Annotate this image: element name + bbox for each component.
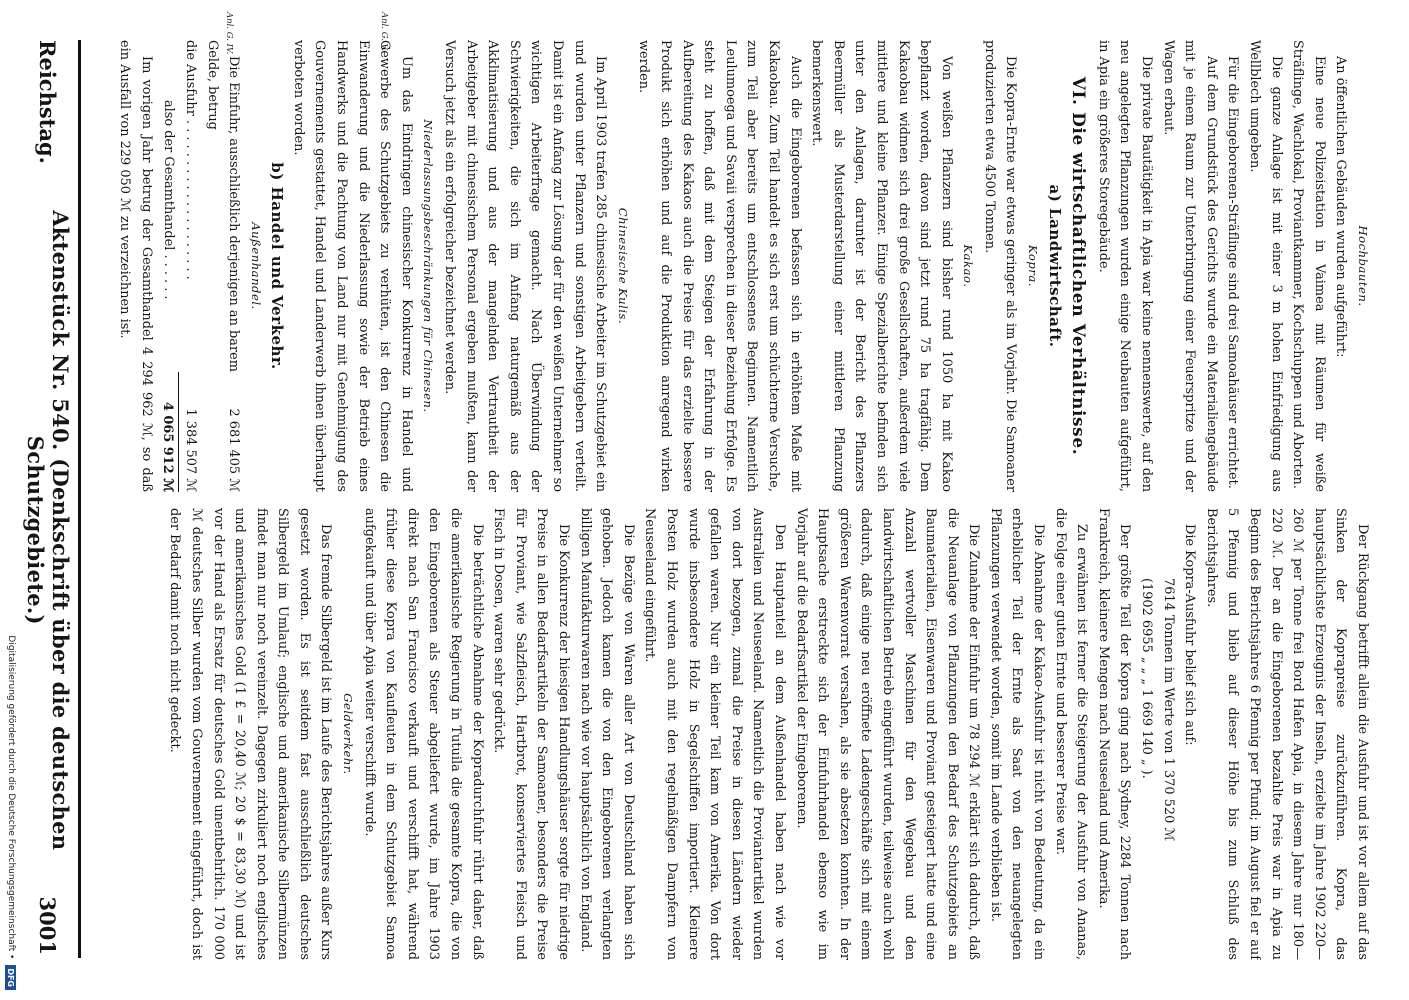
header-left: Reichstag. bbox=[35, 40, 61, 164]
paragraph: Die Konkurrenz der hiesigen Handlungshäuser sorgte für niedrige Preise in allen Bedarfsartikeln der Samoaner, besonders die Preise für Proviant, wie Salzfleisch, Hartbrot, konserviertes Fleisch und Fisch in Dosen, waren sehr gedrückt. bbox=[491, 508, 572, 960]
heading-kakao: Kakao. bbox=[961, 244, 976, 288]
paragraph: Von weißen Pflanzern sind bisher rund 1050 ha mit Kakao bepflanzt worden, davon sind jetzt rund 75 ha tragfähig. Dem Kakaobau widmen sich drei große Gesellschaften, außerdem viele mittlere und kleine Pflanzer. Einige Spezialberichte befinden sich unter den Anlagen, darunter ist der Bericht des Pflanzers Beermüller als Musterdarstellung einer mittleren Pflanzung bemerkenswert. bbox=[809, 40, 954, 492]
paragraph: Der größte Teil der Kopra ging nach Sydney, 2284 Tonnen nach Frankreich, kleinere Mengen nach Neuseeland und Amerika. bbox=[1095, 508, 1133, 960]
gesamt-label: also der Gesamthandel . . . . . . bbox=[161, 100, 177, 300]
ausfuhr-value: 1 384 507 ℳ bbox=[182, 408, 198, 492]
heading-kopra: Kopra. bbox=[1026, 245, 1041, 287]
paragraph: Im April 1903 trafen 285 chinesische Arbeiter im Schutzgebiet ein und wurden unter Pflanzern und sonstigen Arbeitgebern verteilt. Damit ist ein Anfang zur Lösung der für den weißen Unternehmer so wichtigen Arbeiterfrage gemacht. Nach Überwindung der Schwierigkeiten, die sich im Anfang naturgemäß aus der Akklimatisierung und aus der mangelnden Vertrautheit der Arbeitgeber mit chinesischem Personal ergeben mußten, kann der Versuch jetzt als ein erfolgreicher bezeichnet werden. bbox=[442, 40, 609, 492]
paragraph: Den Hauptanteil an dem Außenhandel haben nach wie vor Australien und Neuseeland. Namentlich die Proviantartikel wurden von dort bezogen, zumal die Preise in diesen Ländern wieder gefallen waren. Nur ein kleiner Teil kam von Amerika. Von dort wurde insbesondere Holz in Segelschiffen importiert. Kleinere Posten Holz wurden auch mit den regelmäßigen Dampfern von Neuseeland eingeführt. bbox=[642, 508, 787, 960]
heading-geldverkehr: Geldverkehr. bbox=[341, 693, 356, 775]
paragraph: An öffentlichen Gebäuden wurden aufgeführt: bbox=[1333, 56, 1349, 358]
paragraph: Um das Eindringen chinesischer Konkurrenz in Handel und Gewerbe des Schutzgebiets zu verhüten, ist den Chinesen die Einwanderung und die Niederlassung sowie der Betrieb eines Handwerks und die Pachtung von Land nur mit Genehmigung des Gouvernements gestattet, Handel und Landerwerb ihnen überhaupt verboten worden. bbox=[290, 40, 414, 492]
digitization-footer bbox=[3, 0, 19, 1000]
header-title: Aktenstück Nr. 540. (Denkschrift über die deutschen Schutzgebiete.) bbox=[23, 210, 73, 851]
section-title-wirtschaft: VI. Die wirtschaftlichen Verhältnisse. bbox=[1068, 76, 1089, 456]
paragraph: Die Zunahme der Einfuhr um 78 294 ℳ erklärt sich dadurch, daß die Neuanlage von Pflanzungen den Bedarf des Schutzgebiets an Baumaterialien, Eisenwaren und Proviant gesteigert hatte und eine Anzahl wertvoller Maschinen für den Wegebau und den landwirtschaftlichen Betrieb eingeführt wurden, teilweise auch wohl dadurch, daß einige neu eröffnete Ladengeschäfte sich mit einem größeren Warenvorrat versahen, als sie absetzen konnten. In der Hauptsache erstreckte sich der Einfuhrhandel ebenso wie im Vorjahr auf die Bedarfsartikel der Eingeborenen. bbox=[793, 508, 982, 960]
paragraph: Die Bezüge von Waren aller Art von Deutschland haben sich gehoben. Jedoch kamen die von den Eingeborenen verlangten billigen Manufakturwaren nach wie vor hauptsächlich von England. bbox=[577, 508, 636, 960]
paragraph: Die Abnahme der Kakao-Ausfuhr ist nicht von Bedeutung, da ein erheblicher Teil der Ernte als Saat von den neuangelegten Pflanzungen verwendet worden, somit im Lande verblieben ist. bbox=[987, 508, 1047, 960]
gesamt-value: 4 065 912 ℳ bbox=[157, 372, 180, 492]
right-column bbox=[95, 508, 1373, 960]
paragraph: Das fremde Silbergeld ist im Laufe des Berichtsjahres außer Kurs gesetzt worden. Es ist seitdem fast ausschließlich deutsches Silbergeld im Umlauf; englische und amerikanische Silbermünzen findet man nur noch vereinzelt. Dagegen zirkuliert noch englisches und amerikanisches Gold (1 £ = 20,40 ℳ; 20 $ = 83,30 ℳ) und ist vor der Hand als Ersatz für deutsches Gold unentbehrlich. 170 000 ℳ deutsches Silber wurden vom Gouvernement eingeführt, doch ist der Bedarf damit noch nicht gedeckt. bbox=[167, 508, 334, 960]
footer-text: Digitalisierung gefördert durch die Deutsche Forschungsgemeinschaft • bbox=[6, 635, 16, 960]
paragraph: Eine neue Polizeistation in Vaimea mit Räumen für weiße Sträflinge, Wachlokal, Proviantkammer, Kochschuppen und Aborten. bbox=[1290, 40, 1327, 492]
kopra-stat-1903: 7614 Tonnen im Werte von 1 370 520 ℳ bbox=[1160, 578, 1176, 842]
paragraph: Der Rückgang betrifft allein die Ausfuhr und ist vor allem auf das Sinken der Koprapreise zurückzuführen. Kopra, das hauptsächlichste Erzeugnis der Inseln, erzielte im Jahre 1902 220—260 ℳ per Tonne frei Bord Hafen Apia, in diesem Jahre nur 180—220 ℳ. Der an die Eingeborenen bezahlte Preis war in Apia zu Beginn des Berichtsjahres 6 Pfennig per Pfund; im August fiel er auf 5 Pfennig und blieb auf dieser Höhe bis zum Schluß des Berichtsjahres. bbox=[1203, 508, 1370, 960]
kopra-stat-1902: (1902 6955 „ „ „ 1 669 140 „ ). bbox=[1139, 578, 1155, 779]
paragraph: Die Kopra-Ausfuhr belief sich auf: bbox=[1182, 524, 1198, 746]
paragraph: Die Kopra-Ernte war etwas geringer als im Vorjahr. Die Samoaner produzierten etwa 4500 Tonnen. bbox=[981, 40, 1019, 492]
page-header bbox=[25, 40, 71, 955]
heading-chinesische-kulis: Chinesische Kulis. bbox=[615, 207, 630, 325]
paragraph: Im vorigen Jahr betrug der Gesamthandel 4 294 962 ℳ, so daß ein Ausfall von 229 050 ℳ zu verzeichnen ist. bbox=[117, 40, 154, 492]
heading-hochbauten: Hochbauten. bbox=[1356, 225, 1370, 307]
heading-niederlassung: Niederlassungsbeschränkungen für Chinesen. bbox=[421, 119, 436, 413]
paragraph: Zu erwähnen ist ferner die Steigerung der Ausfuhr von Ananas, die Folge einer guten Ernte und besserer Preise war. bbox=[1052, 508, 1090, 960]
subsection-handel: b) Handel und Verkehr. bbox=[268, 162, 287, 370]
margin-note: Anl. G. V. bbox=[379, 12, 389, 51]
einfuhr-label: Die Einfuhr, ausschließlich derjenigen an barem Gelde, betrug bbox=[204, 40, 242, 372]
page-number: 3001 bbox=[35, 896, 61, 955]
gesamt-row bbox=[157, 40, 180, 492]
paragraph: Auch die Eingeborenen befassen sich in erhöhtem Maße mit Kakaobau. Zum Teil handelt es sich erst um schüchterne Versuche, zum Teil aber bereits um entschlossenes Beginnen. Namentlich Leulumoega und Savaii versprechen in dieser Beziehung Erfolge. Es steht zu hoffen, daß mit dem Steigen der Erfahrung in der Aufbereitung des Kakaos auch die Preise für das erzielte bessere Produkt sich erhöhen und auf die Produktion anregend wirken werden. bbox=[636, 40, 803, 492]
dfg-logo-icon: DFG bbox=[6, 965, 17, 990]
margin-note: Anl. G. IV. bbox=[224, 12, 234, 55]
einfuhr-row bbox=[201, 40, 244, 492]
paragraph: Die private Bautätigkeit in Apia war keine nennenswerte, auf den neu angelegten Pflanzungen wurden einige Neubauten aufgeführt, in Apia ein größeres Storegebäude. bbox=[1095, 40, 1155, 492]
subsection-landwirtschaft: a) Landwirtschaft. bbox=[1045, 184, 1064, 348]
paragraph: Für die Eingeborenen-Sträflinge sind drei Samoahäuser errichtet. bbox=[1225, 56, 1241, 489]
einfuhr-value: 2 681 405 ℳ bbox=[226, 408, 242, 492]
paragraph: Die beträchtliche Abnahme der Kopradurchfuhr rührt daher, daß die amerikanische Regierung in Tutuila die gesamte Kopra, die von den Eingeborenen als Steuer abgeliefert wurde, im Jahre 1903 direkt nach San Francisco verkauft und verschifft hat, während früher diese Kopra von Kaufleuten in dem Schutzgebiet Samoa aufgekauft und über Apia weiter verschifft wurde. bbox=[361, 508, 485, 960]
ausfuhr-row bbox=[179, 40, 201, 492]
ausfuhr-label: die Ausfuhr . . . . . . . . . . . . . . . . . . . . bbox=[182, 40, 198, 280]
paragraph: Die ganze Anlage ist mit einer 3 m hohen Einfriedigung aus Wellblech umgeben. bbox=[1247, 40, 1284, 492]
heading-aussenhandel: Außenhandel. bbox=[248, 222, 263, 310]
paragraph: Auf dem Grundstück des Gerichts wurde ein Materialiengebäude mit je einem Raum zur Unterbringung einer Feuerspritze und der Wagen erbaut. bbox=[1160, 40, 1219, 492]
header-rule bbox=[78, 40, 81, 958]
left-column bbox=[95, 40, 1373, 492]
